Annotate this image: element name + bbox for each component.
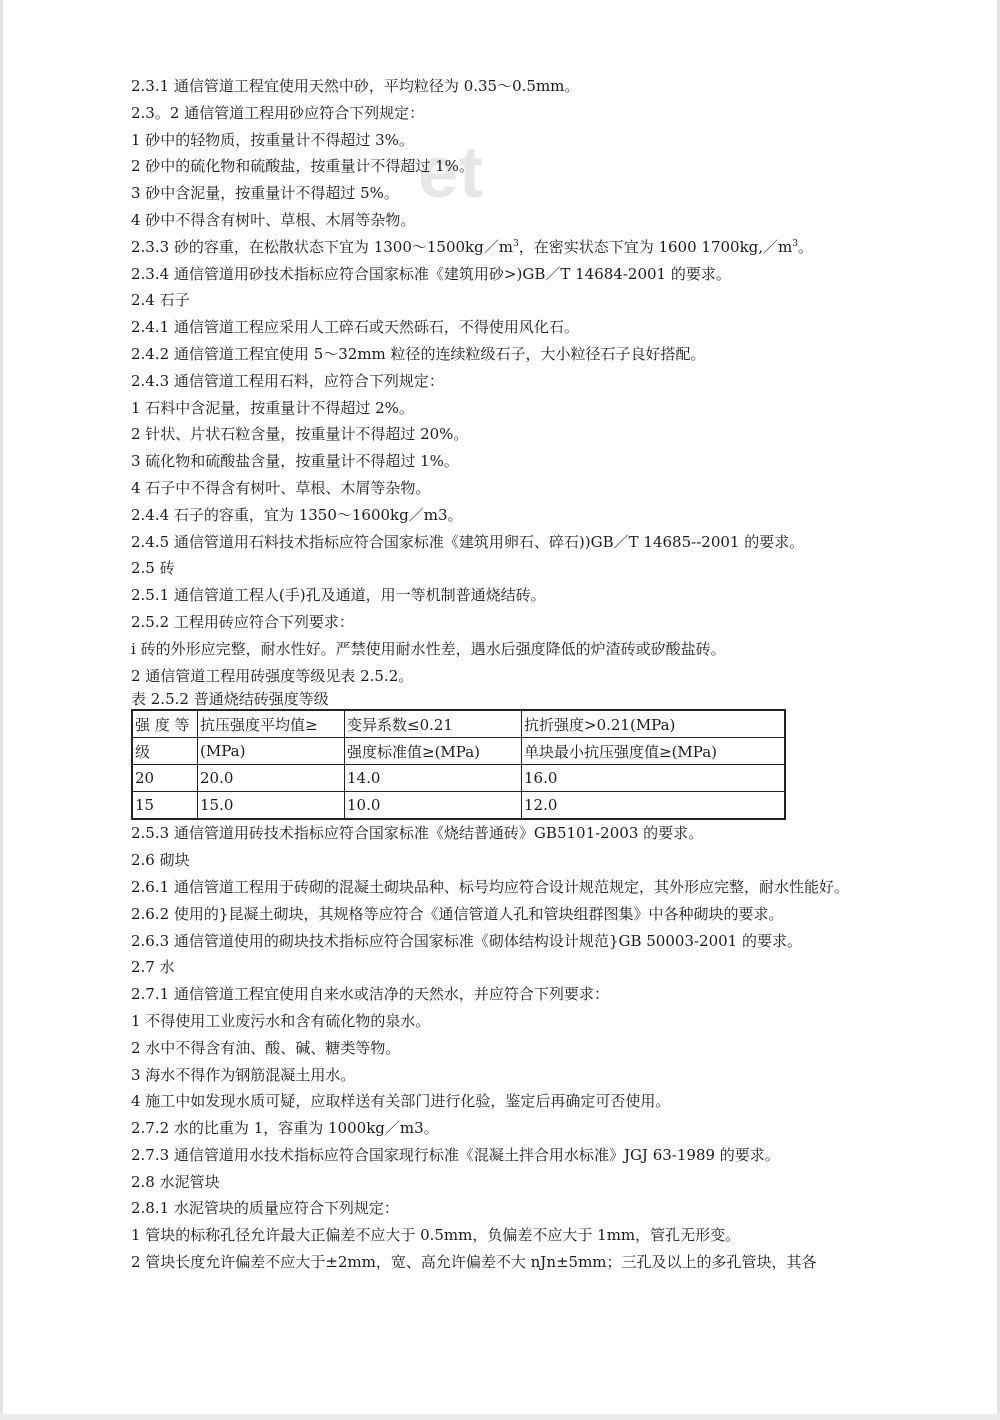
table-cell: 15.0 (198, 792, 345, 820)
text-line: 2.8.1 水泥管块的质量应符合下列规定： (131, 1199, 399, 1218)
paragraph-2-6-1: 2.6.1 通信管道工程用于砖砌的混凝土砌块品种、标号均应符合设计规范规定，其外形应完整，耐水性能好。 (131, 877, 849, 896)
table-row (132, 765, 785, 792)
table-cell: 14.0 (345, 765, 522, 792)
text-line: 2 水中不得含有油、酸、碱、糖类等物。 (131, 1038, 401, 1057)
text-line: 2.5 砖 (131, 559, 175, 578)
text-line: 4 石子中不得含有树叶、草根、木屑等杂物。 (131, 478, 431, 497)
text-line: 2.4 石子 (131, 291, 190, 310)
text-line: 2.6.3 通信管道使用的砌块技术指标应符合国家标准《砌体结构设计规范}GB 50003-2001 的要求。 (131, 931, 802, 950)
text-line: 2.4.1 通信管道工程应采用人工碎石或天然砾石，不得使用风化石。 (131, 318, 579, 337)
document-body (131, 73, 906, 1276)
text-line: 2.3.1 通信管道工程宜使用天然中砂，平均粒径为 0.35～0.5mm。 (131, 77, 580, 95)
header-cell: 变异系数≤0.21 (345, 710, 522, 738)
text-line: 2.5.1 通信管道工程人(手)孔及通道，用一等机制普通烧结砖。 (131, 586, 546, 605)
text-line: 2.3.4 通信管道用砂技术指标应符合国家标准《建筑用砂>)GB／T 14684-2001 的要求。 (131, 264, 731, 283)
text-line: 2 管块长度允许偏差不应大于±2mm，宽、高允许偏差不大 nJn±5mm；三孔及以上的多孔管块，其各 (131, 1253, 817, 1272)
text-line: 2.6.2 使用的}昆凝土砌块，其规格等应符合《通信管道人孔和管块组群图集》中各种砌块的要求。 (131, 904, 784, 923)
text-line: 4 砂中不得含有树叶、草根、木屑等杂物。 (131, 210, 416, 229)
text-line: 1 石料中含泥量，按重量计不得超过 2%。 (131, 398, 414, 417)
header-cell: 级 (132, 738, 198, 765)
header-cell: 强 度 等 (132, 710, 198, 738)
text-line: 2.7.3 通信管道用水技术指标应符合国家现行标准《混凝土拌合用水标准》JGJ 63-1989 的要求。 (131, 1145, 780, 1164)
section-stone-brick (131, 261, 906, 690)
text-line: 1 管块的标称孔径允许最大正偏差不应大于 0.5mm，负偏差不应大于 1mm，管孔无形变。 (131, 1226, 741, 1245)
table-cell: 16.0 (522, 765, 786, 792)
text-line: i 砖的外形应完整，耐水性好。严禁使用耐水性差，遇水后强度降低的炉渣砖或矽酸盐砖。 (131, 639, 726, 658)
text-line: 2.4.2 通信管道工程宜使用 5～32mm 粒径的连续粒级石子，大小粒径石子良好搭配。 (131, 344, 706, 363)
text-line: 4 施工中如发现水质可疑，应取样送有关部门进行化验，鉴定后再确定可否使用。 (131, 1092, 671, 1111)
page-bottom-edge (0, 1414, 1000, 1420)
table-cell: 15 (132, 792, 198, 820)
sand-density-line (131, 234, 906, 261)
section-sand (131, 73, 906, 234)
table-cell: 20.0 (198, 765, 345, 792)
text-line: 2.8 水泥管块 (131, 1172, 220, 1191)
page-left-edge (0, 0, 3, 1420)
table-cell: 20 (132, 765, 198, 792)
text-line: 2.4.5 通信管道用石料技术指标应符合国家标准《建筑用卵石、碎石))GB／T 14685--2001 的要求。 (131, 532, 805, 551)
text-line: 1 砂中的轻物质，按重量计不得超过 3%。 (131, 130, 414, 149)
table-cell: 10.0 (345, 792, 522, 820)
text-line: 3 海水不得作为钢筋混凝土用水。 (131, 1065, 356, 1084)
text-line: 2.4.3 通信管道工程用石料，应符合下列规定： (131, 371, 444, 390)
table-header-row (132, 710, 785, 738)
text-line: 2.7.1 通信管道工程宜使用自来水或洁净的天然水，并应符合下列要求： (131, 985, 609, 1004)
watermark: et (418, 133, 485, 213)
text-line: 1 不得使用工业废污水和含有硫化物的泉水。 (131, 1011, 431, 1030)
text-line: 2.5.3 通信管道用砖技术指标应符合国家标准《烧结普通砖》GB5101-2003 的要求。 (131, 824, 704, 843)
text-line: 2 针状、片状石粒含量，按重量计不得超过 20%。 (131, 425, 469, 444)
header-cell: 抗折强度>0.21(MPa) (522, 710, 786, 738)
table-row (132, 792, 785, 820)
density-sup-1: 3 (512, 238, 519, 249)
table-cell: 12.0 (522, 792, 786, 820)
density-sup-2: 3 (792, 238, 799, 249)
table-caption: 表 2.5.2 普通烧结砖强度等级 (131, 690, 329, 709)
brick-strength-table (131, 709, 786, 820)
text-line: 2 通信管道工程用砖强度等级见表 2.5.2。 (131, 666, 414, 685)
text-line: 2.4.4 石子的容重，宜为 1350～1600kg／m3。 (131, 505, 463, 524)
header-cell: 单块最小抗压强度值≥(MPa) (522, 738, 786, 765)
text-line: 2.7 水 (131, 958, 175, 977)
header-cell: 抗压强度平均值≥ (198, 710, 345, 738)
section-block-water-pipe (131, 901, 906, 1276)
text-line: 2.5.2 工程用砖应符合下列要求： (131, 612, 354, 631)
section-brick-standard (131, 820, 906, 874)
text-line: 2.6 砌块 (131, 851, 190, 870)
text-line: 3 硫化物和硫酸盐含量，按重量计不得超过 1%。 (131, 452, 459, 471)
text-line: 2 砂中的硫化物和硫酸盐，按重量计不得超过 1%。 (131, 157, 474, 176)
density-text-2: ，在密实状态下宜为 1600 1700kg,／m (518, 237, 793, 256)
header-cell: (MPa) (198, 738, 345, 765)
text-line: 3 砂中含泥量，按重量计不得超过 5%。 (131, 184, 399, 203)
text-line: 2.3。2 通信管道工程用砂应符合下列规定： (131, 103, 425, 122)
header-cell: 强度标准值≥(MPa) (345, 738, 522, 765)
density-text-1: 2.3.3 砂的容重，在松散状态下宜为 1300～1500kg／m (131, 237, 513, 256)
text-line: 2.7.2 水的比重为 1，容重为 1000kg／m3。 (131, 1119, 439, 1138)
density-text-3: 。 (798, 237, 814, 256)
table-header-row (132, 738, 785, 765)
